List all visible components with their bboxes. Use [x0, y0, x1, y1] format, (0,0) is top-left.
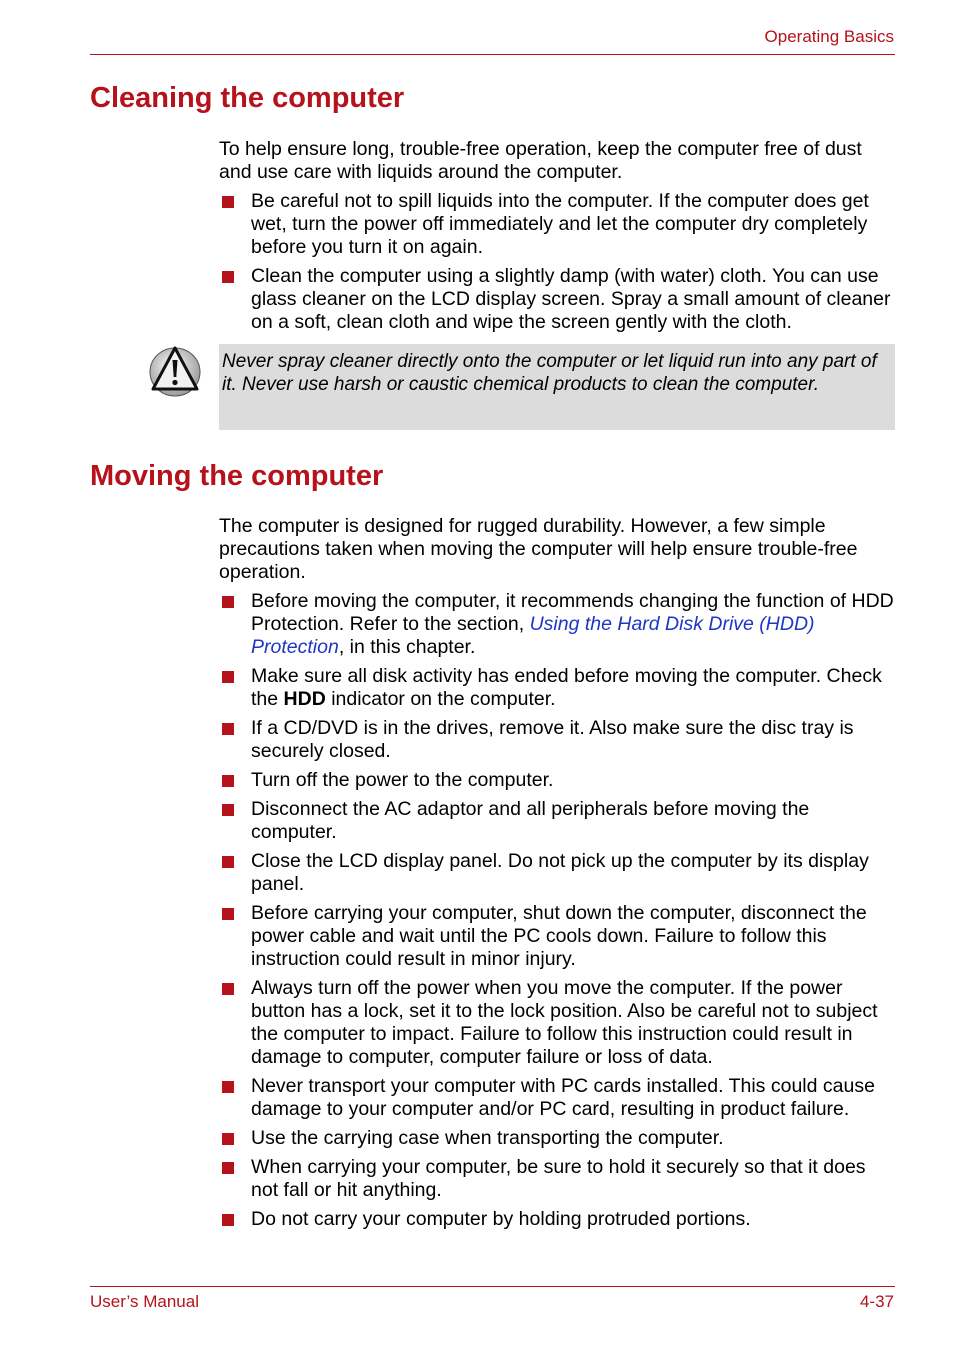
footer-manual-title: User’s Manual — [90, 1292, 199, 1311]
list-item: Never transport your computer with PC cards installed. This could cause damage to your computer and/or PC card, resulting in product failure. — [219, 1075, 895, 1121]
cleaning-bullet-list — [219, 190, 895, 334]
hdd-indicator-term: HDD — [283, 688, 326, 710]
bullet-square-icon — [222, 1214, 234, 1226]
list-item: Disconnect the AC adaptor and all peripherals before moving the computer. — [219, 798, 895, 844]
bullet-square-icon — [222, 1162, 234, 1174]
list-item: Make sure all disk activity has ended before moving the computer. Check the HDD indicator on the computer. — [219, 665, 895, 711]
list-item: Close the LCD display panel. Do not pick up the computer by its display panel. — [219, 850, 895, 896]
page-number: 4-37 — [859, 1292, 894, 1311]
list-item: Use the carrying case when transporting the computer. — [219, 1127, 895, 1150]
bullet-square-icon — [222, 908, 234, 920]
cleaning-heading: Cleaning the computer — [90, 82, 405, 114]
list-item: Be careful not to spill liquids into the computer. If the computer does get wet, turn the power off immediately and let the computer dry completely before you turn it on again. — [219, 190, 895, 259]
bullet-square-icon — [222, 196, 234, 208]
caution-note — [219, 344, 895, 430]
running-header: Operating Basics — [764, 27, 894, 46]
bullet-square-icon — [222, 983, 234, 995]
bullet-square-icon — [222, 723, 234, 735]
list-item: If a CD/DVD is in the drives, remove it. Also make sure the disc tray is securely closed. — [219, 717, 895, 763]
list-item: Clean the computer using a slightly damp (with water) cloth. You can use glass cleaner on the LCD display screen. Spray a small amount of cleaner on a soft, clean cloth and wipe the screen gently with the cloth. — [219, 265, 895, 334]
cleaning-intro: To help ensure long, trouble-free operation, keep the computer free of dust and use care with liquids around the computer. — [219, 138, 862, 183]
bullet-square-icon — [222, 271, 234, 283]
caution-triangle-icon — [148, 343, 202, 399]
bullet-square-icon — [222, 1133, 234, 1145]
header-rule — [90, 54, 895, 55]
footer-rule — [90, 1286, 895, 1287]
cleaning-section — [219, 138, 895, 340]
bullet-square-icon — [222, 1081, 234, 1093]
bullet-square-icon — [222, 804, 234, 816]
moving-bullet-list — [219, 590, 895, 1231]
list-item: Do not carry your computer by holding protruded portions. — [219, 1208, 895, 1231]
list-item: Turn off the power to the computer. — [219, 769, 895, 792]
bullet-square-icon — [222, 596, 234, 608]
list-item: Before moving the computer, it recommends changing the function of HDD Protection. Refer to the section, Using the Hard Disk Drive (HDD) Protection, in this chapter. — [219, 590, 895, 659]
list-item: Always turn off the power when you move the computer. If the power button has a lock, set it to the lock position. Also be careful not to subject the computer to impact. Failure to follow this instruction could result in damage to computer, computer failure or loss of data. — [219, 977, 895, 1069]
hdd-protection-link[interactable]: Using the Hard Disk Drive (HDD) Protection — [251, 613, 815, 658]
moving-intro: The computer is designed for rugged durability. However, a few simple precautions taken when moving the computer will help ensure trouble-free operation. — [219, 515, 858, 583]
moving-heading: Moving the computer — [90, 460, 384, 492]
bullet-square-icon — [222, 856, 234, 868]
caution-text: Never spray cleaner directly onto the computer or let liquid run into any part of it. Never use harsh or caustic chemical products to clean the computer. — [222, 351, 877, 395]
moving-section — [219, 515, 895, 1237]
list-item: When carrying your computer, be sure to hold it securely so that it does not fall or hit anything. — [219, 1156, 895, 1202]
bullet-square-icon — [222, 775, 234, 787]
bullet-square-icon — [222, 671, 234, 683]
list-item: Before carrying your computer, shut down the computer, disconnect the power cable and wait until the PC cools down. Failure to follow this instruction could result in minor injury. — [219, 902, 895, 971]
